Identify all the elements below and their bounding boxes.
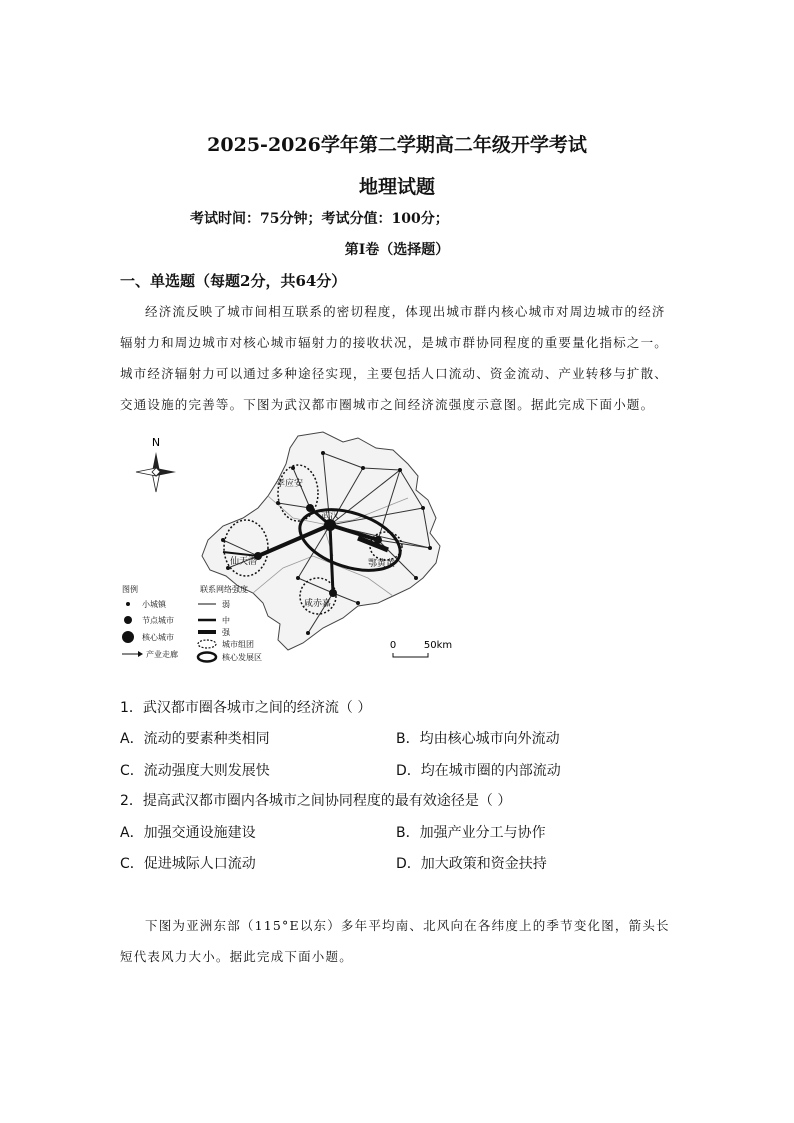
label-xiantianqian: 仙天潜: [230, 557, 258, 567]
exam-title: 2025-2026学年第二学期高二年级开学考试: [207, 134, 587, 156]
q1-option-d[interactable]: D．均在城市圈的内部流动: [396, 763, 561, 779]
volume-heading: 第Ⅰ卷（选择题）: [344, 242, 450, 258]
legend-medium: 中: [222, 616, 230, 625]
label-xianchijia: 咸赤嘉: [304, 599, 332, 609]
region-outline: [202, 432, 440, 650]
label-ehuanghuang: 鄂黄黄: [368, 559, 396, 569]
legend-strong: 强: [222, 628, 230, 637]
q2-option-c[interactable]: C．促进城际人口流动: [120, 856, 256, 872]
question-2-stem: 2．提高武汉都市圈内各城市之间协同程度的最有效途径是（ ）: [120, 793, 512, 809]
q2-option-a[interactable]: A．加强交通设施建设: [120, 825, 256, 841]
legend-title: 图例: [122, 585, 138, 594]
map-legend: [122, 584, 262, 662]
north-label: N: [151, 436, 161, 449]
scale-distance: 50km: [423, 640, 453, 651]
scale-zero: 0: [389, 640, 397, 651]
legend-core: 核心城市: [142, 633, 174, 642]
compass-icon: [136, 452, 176, 492]
q1-option-c[interactable]: C．流动强度大则发展快: [120, 763, 270, 779]
label-wuhan: 武汉: [320, 511, 340, 521]
legend-network-title: 联系网络强度: [200, 585, 248, 594]
legend-corridor: 产业走廊: [146, 650, 178, 659]
question-1-stem: 1．武汉都市圈各城市之间的经济流（ ）: [120, 700, 372, 716]
q2-option-d[interactable]: D．加大政策和资金扶持: [396, 856, 547, 872]
legend-town: 小城镇: [142, 600, 166, 609]
passage-2: 下图为亚洲东部（115°E以东）多年平均南、北风向在各纬度上的季节变化图，箭头长短代表风力大小。据此完成下面小题。: [120, 918, 670, 964]
legend-core-zone: 核心发展区: [222, 653, 262, 662]
passage-1: 经济流反映了城市间相互联系的密切程度，体现出城市群内核心城市对周边城市的经济辐射力和周边城市对核心城市辐射力的接收状况，是城市群协同程度的重要量化指标之一。城市经济辐射力可以通过多种途径实现，主要包括人口流动、资金流动、产业转移与扩散、交通设施的完善等。下图为武汉都市圈城市之间经济流强度示意图。据此完成下面小题。: [120, 304, 669, 412]
exam-meta: 考试时间：75分钟；考试分值：100分；: [190, 211, 449, 227]
q1-option-b[interactable]: B．均由核心城市向外流动: [396, 731, 560, 747]
label-xiaoyingan: 孝应安: [276, 479, 304, 489]
wuhan-economic-flow-map: [118, 428, 468, 668]
exam-subject: 地理试题: [358, 176, 435, 198]
legend-weak: 弱: [222, 600, 230, 609]
scale-bar: [390, 640, 452, 657]
legend-node: 节点城市: [142, 616, 174, 625]
q1-option-a[interactable]: A．流动的要素种类相同: [120, 731, 270, 747]
q2-option-b[interactable]: B．加强产业分工与协作: [396, 825, 546, 841]
legend-group: 城市组团: [222, 640, 254, 649]
section-heading: 一、单选题（每题2分，共64分）: [120, 272, 347, 290]
